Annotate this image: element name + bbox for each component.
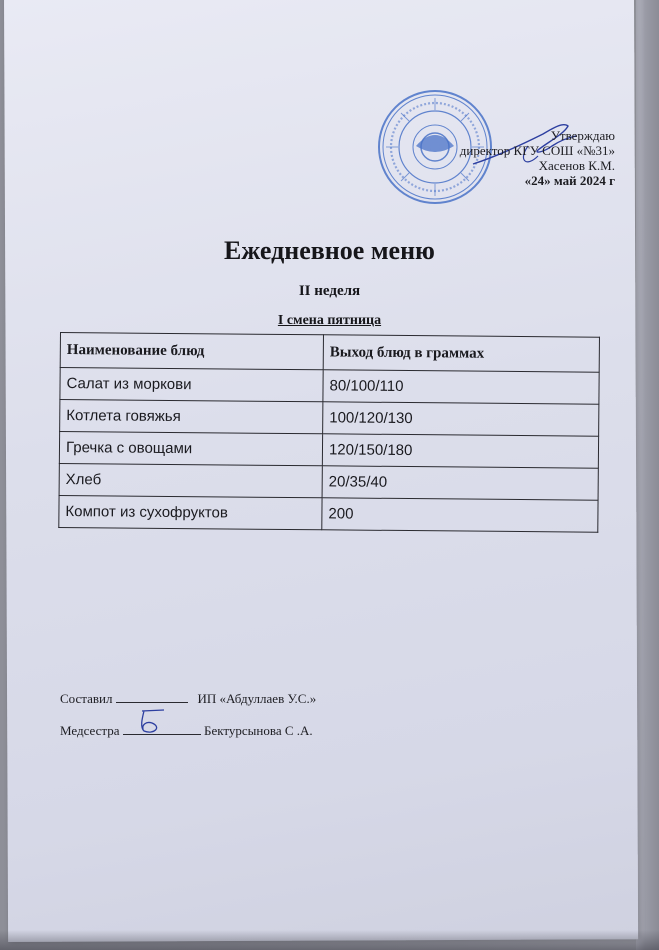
column-header-dish: Наименование блюд: [60, 333, 323, 370]
paper-edge: [636, 0, 659, 950]
compiled-label: Составил: [60, 691, 113, 706]
weight-cell: 100/120/130: [323, 402, 599, 436]
bottom-shadow: [0, 930, 659, 950]
approval-line-2: директор КГУ СОШ «№31»: [459, 143, 615, 158]
week-label: II неделя: [298, 283, 361, 299]
dish-cell: Гречка с овощами: [59, 432, 322, 466]
table-header-row: [60, 333, 599, 373]
weight-cell: 20/35/40: [322, 466, 598, 500]
nurse-line: [60, 722, 313, 739]
signature-line: [116, 690, 188, 703]
dish-cell: Котлета говяжья: [60, 400, 323, 434]
table-row: [59, 432, 598, 469]
weight-cell: 120/150/180: [322, 434, 598, 468]
table-row: [60, 368, 599, 405]
menu-table: [58, 332, 600, 533]
table-row: [59, 463, 598, 500]
shift-label: I смена пятница: [277, 313, 382, 328]
page-title: Ежедневное меню: [224, 236, 435, 265]
approval-line-1: Утверждаю: [550, 128, 615, 143]
column-header-weight: Выход блюд в граммах: [323, 335, 599, 372]
nurse-name: Бектурсынова С .А.: [204, 723, 313, 738]
compiled-by-line: [60, 690, 316, 707]
approval-date: «24» май 2024 г: [524, 173, 615, 188]
table-row: [59, 495, 598, 532]
dish-cell: Компот из сухофруктов: [59, 495, 322, 529]
weight-cell: 80/100/110: [323, 370, 599, 404]
dish-cell: Салат из моркови: [60, 368, 323, 402]
dish-cell: Хлеб: [59, 463, 322, 497]
table-row: [60, 400, 599, 437]
nurse-label: Медсестра: [60, 723, 120, 738]
signature-line: [123, 722, 201, 735]
approval-block: [460, 128, 615, 188]
compiled-name: ИП «Абдуллаев У.С.»: [197, 691, 317, 706]
approval-line-3: Хасенов К.М.: [538, 158, 615, 173]
weight-cell: 200: [322, 498, 598, 532]
